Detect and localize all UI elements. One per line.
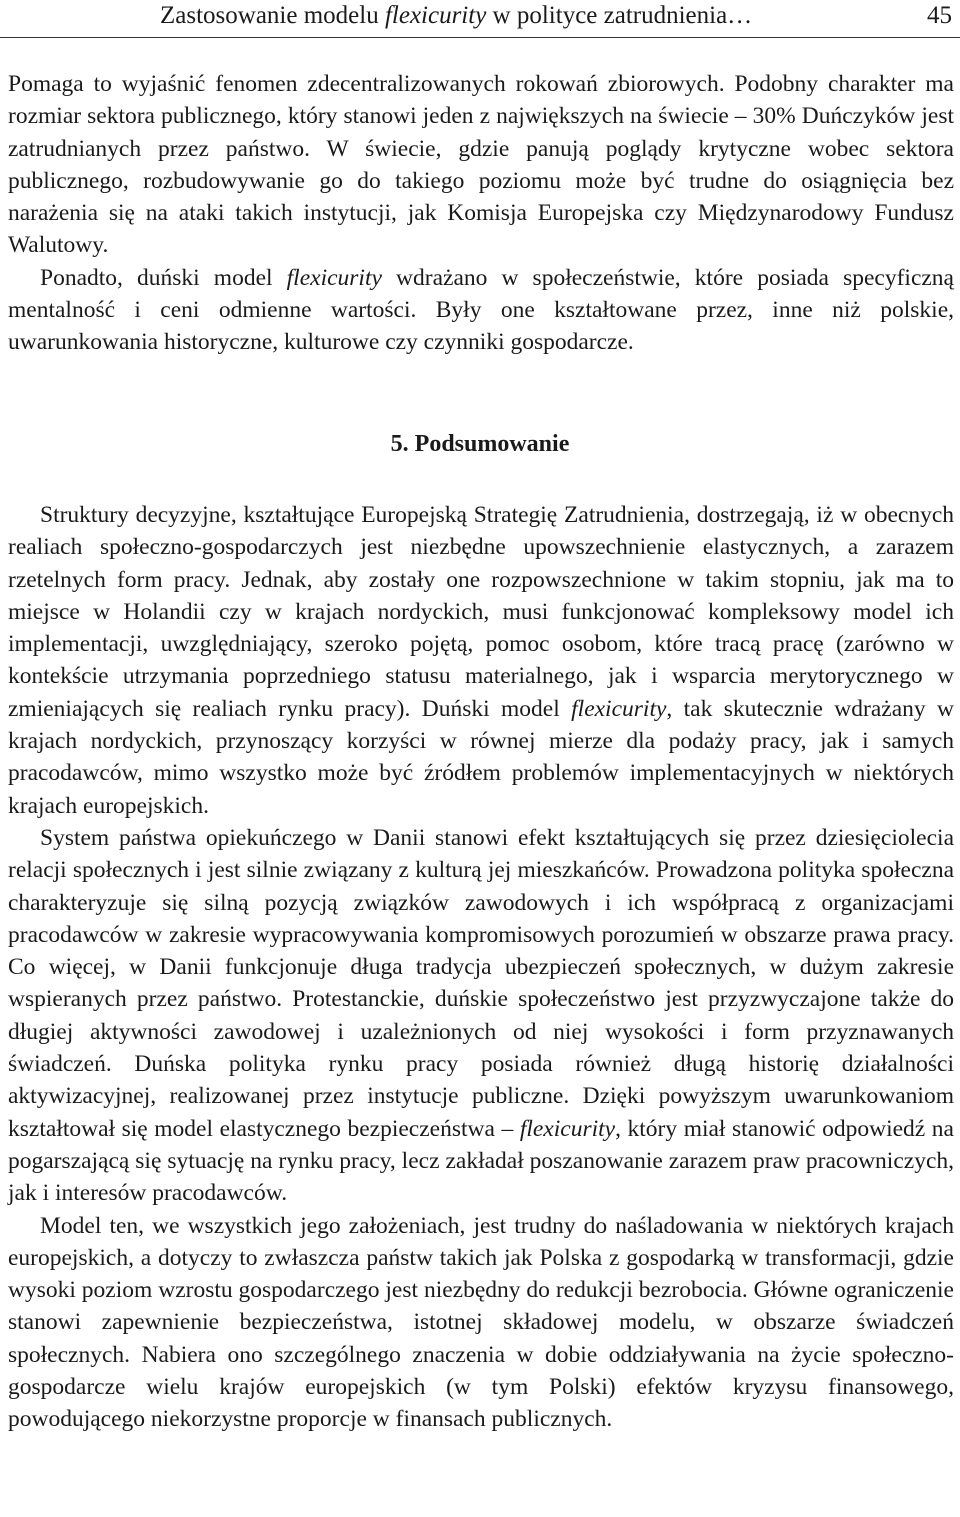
paragraph <box>8 262 954 359</box>
running-title-text: w polityce zatrudnienia… <box>486 2 753 29</box>
paragraph-text: , który miał stanowić odpowiedź na pogarszającą się sytuację na rynku pracy, lecz zakładał poszanowanie zarazem praw pracowniczych, jak i interesów pracodawców. <box>8 1115 954 1207</box>
paragraph-text: Struktury decyzyjne, kształtujące Europejską Strategię Zatrudnienia, dostrzegają, iż w obecnych realiach społeczno-gospodarczych jest niezbędne upowszechnienie elastycznych, a zarazem rzetelnych form pracy. Jednak, aby zostały one rozpowszechnione w takim stopniu, jak ma to miejsce w Holandii czy w krajach nordyckich, musi funkcjonować kompleksowy model ich implementacji, uwzględniający, szeroko pojętą, pomoc osobom, które tracą pracę (zarówno w kontekście utrzymania poprzedniego statusu materialnego, jak i wsparcia merytorycznego w zmieniających się realiach rynku pracy). Duński model <box>8 502 954 722</box>
paragraph <box>8 1210 954 1436</box>
paragraph-text: Pomaga to wyjaśnić fenomen zdecentralizowanych rokowań zbiorowych. Podobny charakter ma rozmiar sektora publicznego, który stanowi jeden z największych na świecie – 30% Duńczyków jest zatrudnianych przez państwo. W świecie, gdzie panują poglądy krytyczne wobec sektora publicznego, rozbudowywanie go do takiego poziomu może być trudne do osiągnięcia bez narażenia się na ataki takich instytucji, jak Komisja Europejska czy Międzynarodowy Fundusz Walutowy. <box>8 71 954 259</box>
paragraph <box>8 68 954 262</box>
running-title <box>160 0 752 32</box>
italic-term: flexicurity <box>519 1115 616 1142</box>
italic-term: flexicurity <box>571 695 667 722</box>
section-heading: 5. Podsumowanie <box>390 431 570 457</box>
page-number: 45 <box>927 2 952 29</box>
italic-term: flexicurity <box>286 264 382 291</box>
paragraph <box>8 822 954 1210</box>
paragraph-text: wdrażano w społeczeństwie, które posiada specyficzną mentalność i ceni odmienne wartości. Były one kształtowane przez, inne niż polskie, uwarunkowania historyczne, kulturowe czy czynniki gospodarcze. <box>8 264 954 356</box>
running-title-italic-term: flexicurity <box>384 2 487 29</box>
paragraph-text: , tak skutecznie wdrażany w krajach nordyckich, przynoszący korzyści w równej mierze dla podaży pracy, jak i samych pracodawców, mimo wszystko może być źródłem problemów implementacyjnych w niektórych krajach europejskich. <box>8 695 954 819</box>
paragraph-text: System państwa opiekuńczego w Danii stanowi efekt kształtujących się przez dziesięciolecia relacji społecznych i jest silnie związany z kulturą jej mieszkańców. Prowadzona polityka społeczna charakteryzuje się silną pozycją związków zawodowych i ich współpracą z organizacjami pracodawców w zakresie wypracowywania kompromisowych porozumień w obszarze prawa pracy. Co więcej, w Danii funkcjonuje długa tradycja ubezpieczeń społecznych, w dużym zakresie wspieranych przez państwo. Protestanckie, duńskie społeczeństwo jest przyzwyczajone także do długiej aktywności zawodowej i uzależnionych od niej wysokości i form przyznawanych świadczeń. Duńska polityka rynku pracy posiada również długą historię działalności aktywizacyjnej, realizowanej przez instytucje publiczne. Dzięki powyższym uwarunkowaniom kształtował się model elastycznego bezpieczeństwa – <box>8 824 954 1142</box>
paragraph-text: Model ten, we wszystkich jego założeniach, jest trudny do naśladowania w niektórych krajach europejskich, a dotyczy to zwłaszcza państw takich jak Polska z gospodarką w transformacji, gdzie wysoki poziom wzrostu gospodarczego jest niezbędny do redukcji bezrobocia. Główne ograniczenie stanowi zapewnienie bezpieczeństwa, istotnej składowej modelu, w obszarze świadczeń społecznych. Nabiera ono szczególnego znaczenia w dobie oddziaływania na życie społeczno-gospodarcze wielu krajów europejskich (w tym Polski) efektów kryzysu finansowego, powodującego niekorzystne proporcje w finansach publicznych. <box>8 1212 954 1433</box>
paragraph <box>8 499 954 822</box>
body-text-top <box>8 68 954 359</box>
body-text-summary <box>8 499 954 1436</box>
paragraph-text: Ponadto, duński model <box>40 264 287 291</box>
running-title-text: Zastosowanie modelu <box>160 2 385 29</box>
running-header <box>0 0 960 38</box>
